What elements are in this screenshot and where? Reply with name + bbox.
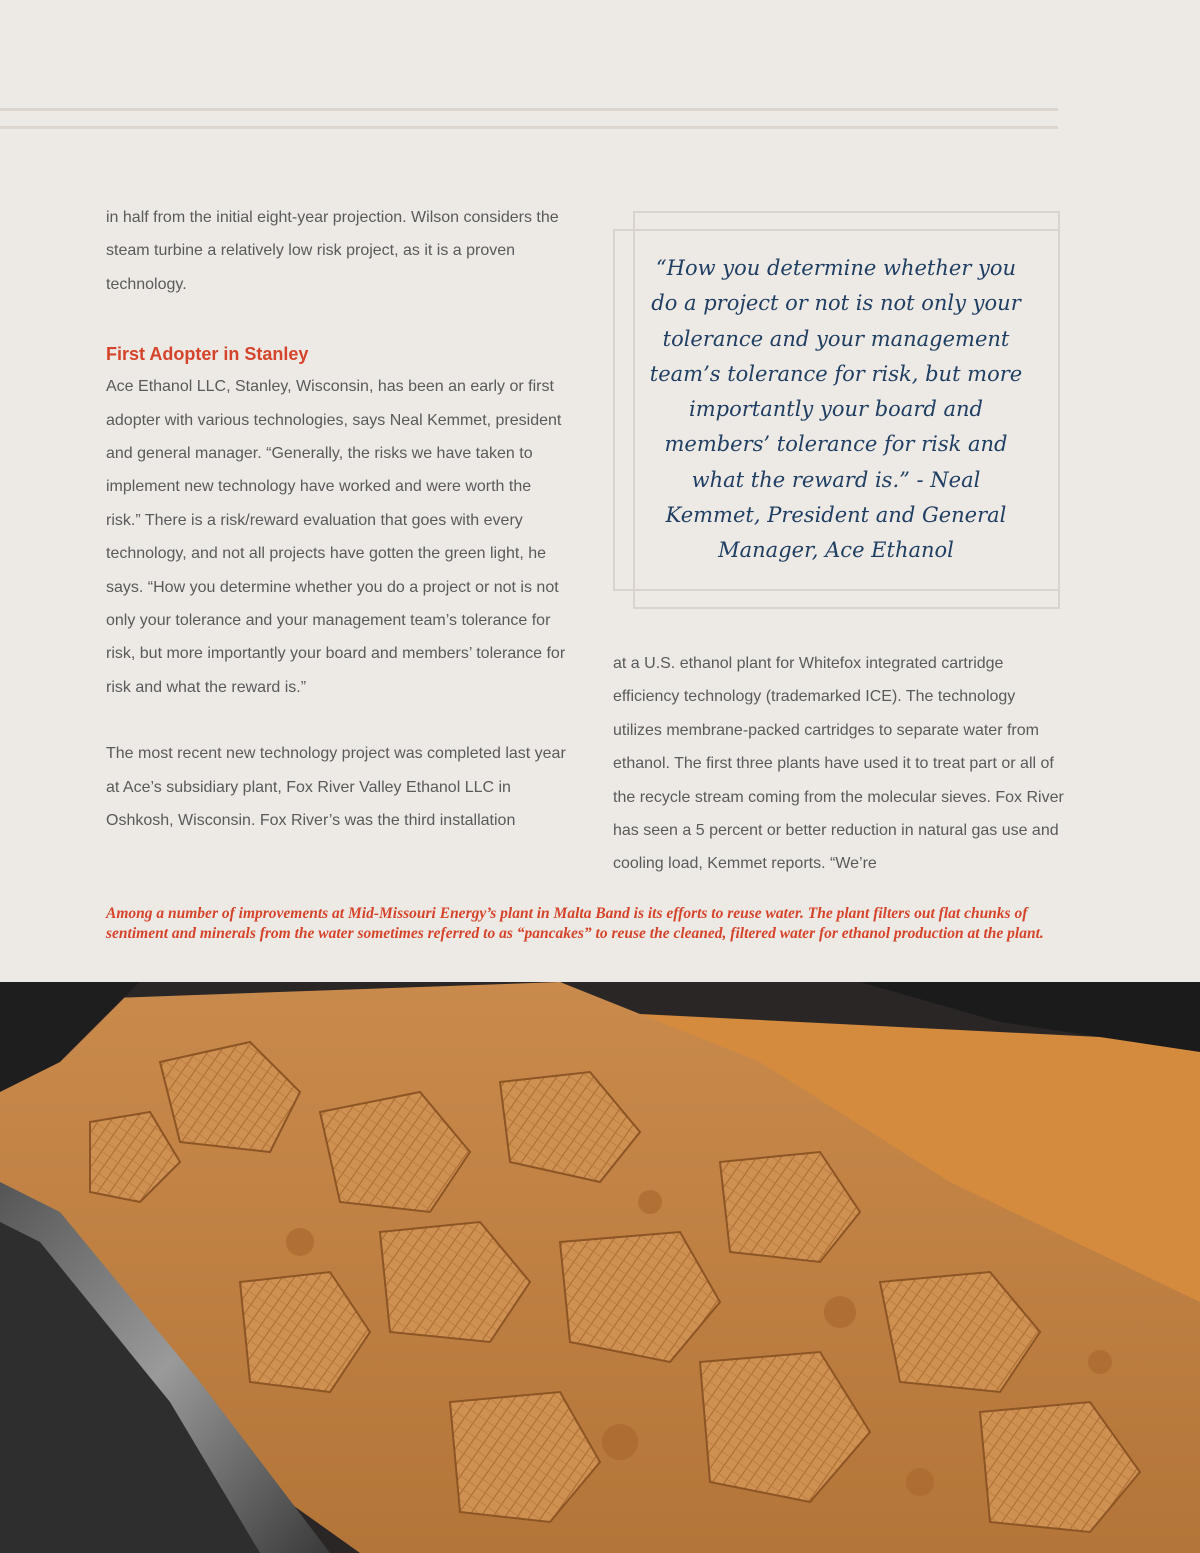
left-column bbox=[106, 201, 566, 838]
mineral-pancakes-photo bbox=[0, 982, 1200, 1553]
header-rule-top bbox=[0, 108, 1058, 111]
header-rule-bottom bbox=[0, 126, 1058, 129]
photo-illustration bbox=[0, 982, 1200, 1553]
photo-caption: Among a number of improvements at Mid-Missouri Energy’s plant in Malta Band is its efforts to reuse water. The plant filters out flat chunks of sentiment and minerals from the water sometimes referred to as “pancakes” to reuse the cleaned, filtered water for ethanol production at the plant. bbox=[106, 905, 1044, 942]
left-paragraph-2: Ace Ethanol LLC, Stanley, Wisconsin, has been an early or first adopter with various technologies, says Neal Kemmet, president and general manager. “Generally, the risks we have taken to implement new technology have worked and were worth the risk.” There is a risk/reward evaluation that goes with every technology, and not all projects have gotten the green light, he says. “How you determine whether you do a project or not is not only your tolerance and your management team’s tolerance for risk, but more importantly your board and members’ tolerance for risk and what the reward is.” bbox=[106, 378, 566, 696]
left-paragraph-1: in half from the initial eight-year projection. Wilson considers the steam turbine a relatively low risk project, as it is a proven technology. bbox=[106, 209, 559, 293]
left-paragraph-3: The most recent new technology project was completed last year at Ace’s subsidiary plant, Fox River Valley Ethanol LLC in Oshkosh, Wisconsin. Fox River’s was the third installation bbox=[106, 745, 566, 830]
right-paragraph-1: at a U.S. ethanol plant for Whitefox integrated cartridge efficiency technology (trademarked ICE). The technology utilizes membrane-packed cartridges to separate water from ethanol. The first three plants have used it to treat part or all of the recycle stream coming from the molecular sieves. Fox River has seen a 5 percent or better reduction in natural gas use and cooling load, Kemmet reports. “We’re bbox=[613, 655, 1064, 873]
section-heading: First Adopter in Stanley bbox=[106, 344, 309, 365]
pull-quote-text: “How you determine whether you do a project or not is not only your tolerance and your management team’s tolerance for risk, but more importantly your board and members’ tolerance for risk and what the reward is.” - Neal Kemmet, President and General Manager, Ace Ethanol bbox=[649, 256, 1023, 563]
pull-quote-box bbox=[613, 211, 1060, 609]
right-column bbox=[613, 647, 1068, 881]
